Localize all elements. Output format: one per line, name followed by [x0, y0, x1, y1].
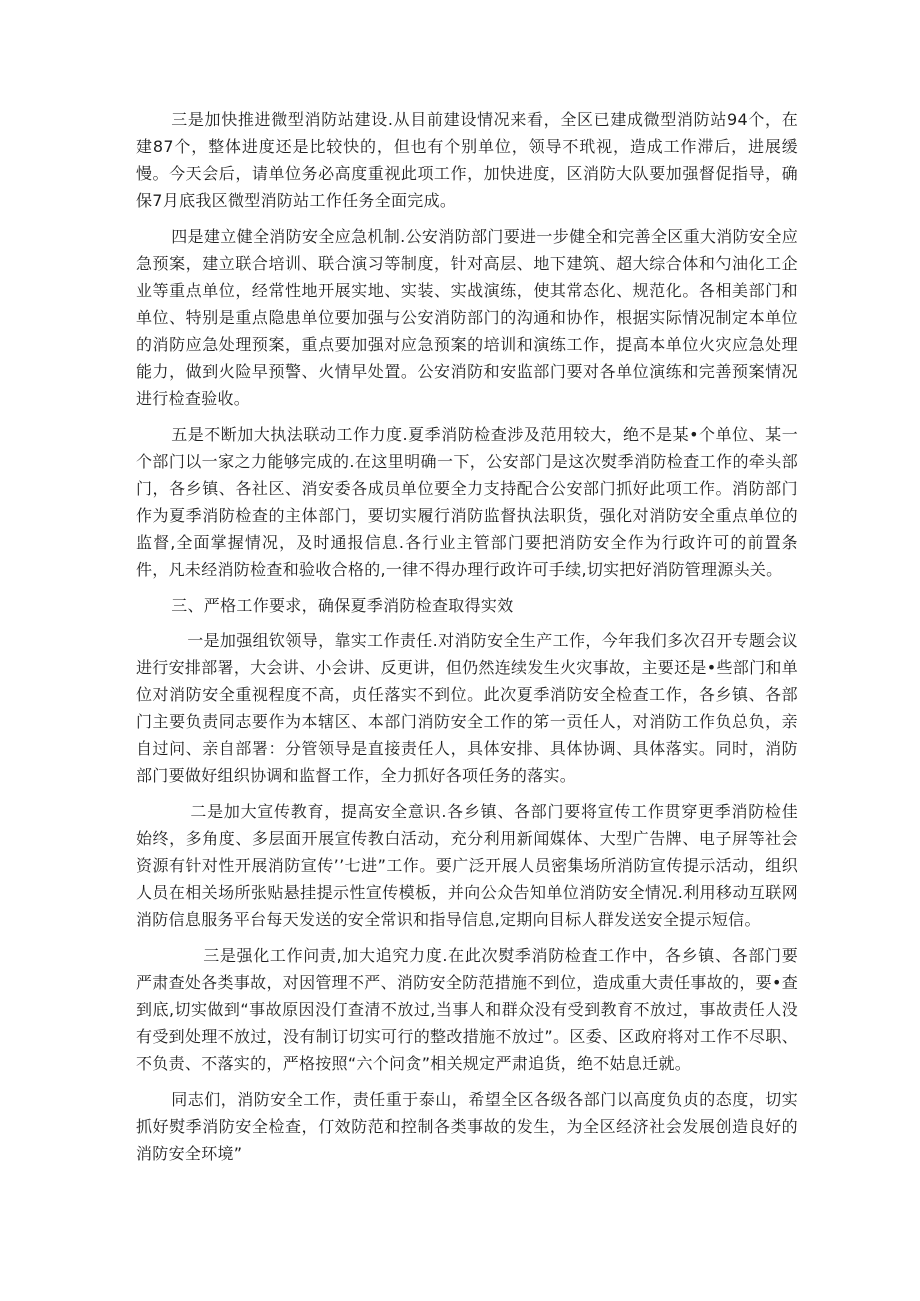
paragraph-micro-fire-stations: 三是加快推进微型消防站建设.从目前建设情况来看，全区已建成微型消防站94个，在建87个，整体进度还是比较快的，但也有个别单位，领导不玳视，造成工作滞后，进展缓慢。今天会后，请单位务必高度重视此项工作，加快进度，区消防大队要加强督促指导，确保7月底我区微型消防站工作任务全面完成。 [136, 110, 798, 210]
paragraph-closing: 同志们，消防安全工作，责任重于泰山，希望全区各级各部门以高度负贞的态度，切实抓好熨季消防安全检查，仃效防范和控制各类事故的发生，为全区经济社会发展创造良好的消防安全环境” [136, 1090, 798, 1163]
paragraph-publicity-education: 二是加大宣传教育，提高安全意识.各乡镇、各部门要将宣传工作贯穿更季消防检佳始终，多角度、多层面开展宣传教白活动，充分利用新闻媒体、大型广告牌、电子屏等社会资源有针对性开展消防宣传’’七进”工作。要广泛开展人员密集场所消防宣传提示活动，组织人员在相关场所张贴悬挂提示性宣传模板，并向公众告知单位消防安全情况.利用移动互联网消防信息服务平台每天发送的安全常识和指导信息,定期向目标人群发送安全提示短信。 [136, 802, 798, 929]
section-heading-work-requirements: 三、严格工作要求，确保夏季消防检查取得实效 [171, 596, 514, 615]
paragraph-emergency-mechanism: 四是建立健全消防安全应急机制.公安消防部门要进一步健全和完善全区重大消防安全应急预案，建立联合培训、联合演习等制度，针对高层、地下建筑、超大综合体和勺油化工企业等重点单位，经常性地开展实地、实装、实战演练，使其常态化、规范化。各相美部门和单位、特别是重点隐患单位要加强与公安消防部门的沟通和协作，根据实际情况制定本单位的消防应急处理预案，重点要加强对应急预案的培训和演练工作，提高本单位火灾应急处理能力，做到火险早预警、火情早处置。公安消防和安监部门要对各单位演练和完善预案情况进行检查验收。 [136, 227, 798, 408]
paragraph-accountability: 三是强化工作问责,加大追究力度.在此次熨季消防检査工作中，各乡镇、各部门要严肃查处各类事故，对因管理不严、消防安全防范措施不到位，造成重大责任事故的，要•查到底,切实做到“事故原因没仃查清不放过,当事人和群众没有受到教育不放过，事故责任人没有受到处理不放过，没有制订切实可行的整改措施不放过”。区委、区政府将对工作不尽职、不负责、不落实的，严格按照“六个问贪”相关规定严肃追货，绝不姑息迁就。 [136, 946, 798, 1073]
paragraph-law-enforcement: 五是不断加大执法联动工作力度.夏季消防检查涉及范用较大，绝不是某•个单位、某一个部门以一家之力能够完成的.在这里明确一下，公安部门是这次熨季消防检査工作的牵头部门，各乡镇、各社区、消安委各成员单位要全力支持配合公安部门抓好此项工作。消防部门作为夏季消防检查的主体部门，要切实履行消防监督执法职货，强化对消防安全重点单位的监督,全面掌握情况，及时通报信息.各行业主管部门要把消防安全作为行政许可的前置条件，凡未经消防检查和验收合格的,一律不得办理行政许可手续,切实把好消防管理源头关。 [136, 425, 798, 579]
paragraph-organization-leadership: 一是加强组钦领导，靠实工作责任.对消防安全生产工作，今年我们多次召开专题会议进行安排部署，大会讲、小会讲、反更讲，但仍然连续发生火灾事故，主要还是•些部门和单位对消防安全重视程度不高，贞任落实不到位。此次夏季消防安全检查工作，各乡镇、各部门主要负责同志要作为本辖区、本部门消防安全工作的笫一贡任人，对消防工作负总负，亲自过问、亲自部署：分管领导是直接责任人，具体安排、具体协调、具体落实。同时，消防部门要做好组织协调和监督工作，全力抓好各项任务的落实。 [136, 631, 798, 785]
document-body [136, 106, 798, 1176]
